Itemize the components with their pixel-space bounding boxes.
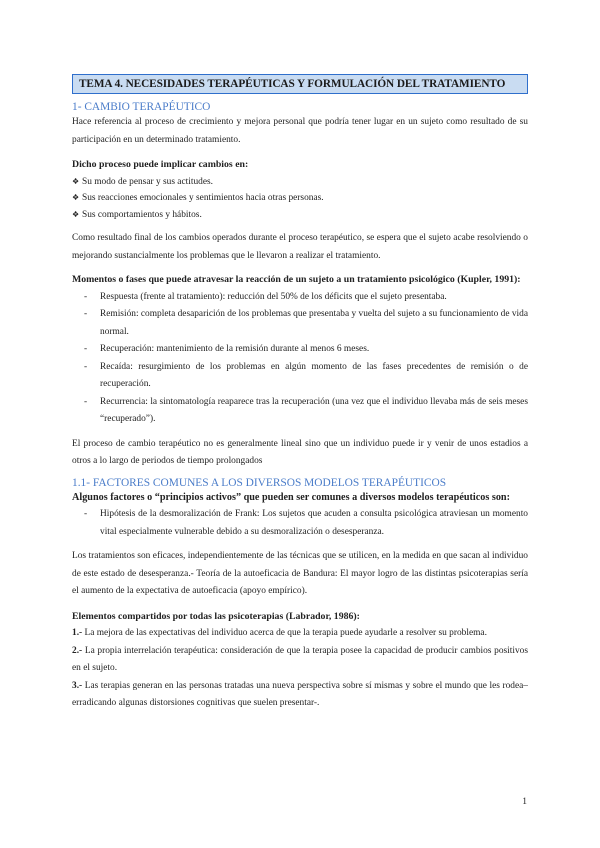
diamond-bullet-icon: ❖ [72,209,80,219]
list-item: 1.- La mejora de las expectativas del individuo acerca de que la terapia puede ayudarle a resolver su problema. [72,628,487,638]
list-item: ❖ Sus comportamientos y hábitos. [72,207,528,224]
factors-list [72,506,528,541]
phases-list [72,289,528,429]
list-item: 3.- Las terapias generan en las personas tratadas una nueva perspectiva sobre sí mismas y sobre el mundo que les rodea–erradicando algunas distorsiones cognitivas que suelen presentar-. [72,680,528,708]
nonlinear-paragraph: El proceso de cambio terapéutico no es generalmente lineal sino que un individuo puede ir y venir de unos estadios a otros a lo largo de periodos de tiempo prolongados [72,438,528,466]
page-content [72,74,528,713]
document-title: TEMA 4. NECESIDADES TERAPÉUTICAS Y FORMULACIÓN DEL TRATAMIENTO [72,74,528,94]
efficacy-paragraph: Los tratamientos son eficaces, independientemente de las técnicas que se utilicen, en la medida en que sacan al individuo de este estado de desesperanza.- Teoría de la autoeficacia de Bandura: El mayor logro de las distintas psicoterapias sería el aumento de la expectativa de autoeficacia (apoyo empírico). [72,551,528,596]
diamond-bullet-icon: ❖ [72,176,80,186]
list-item: 2.- La propia interrelación terapéutica: consideración de que la terapia posee la capacidad de producir cambios positivos en el sujeto. [72,645,528,673]
list-item: - Recaída: resurgimiento de los problemas en algún momento de las fases precedentes de remisión o de recuperación. [84,361,528,389]
list-item: - Hipótesis de la desmoralización de Frank: Los sujetos que acuden a consulta psicológica atraviesan un momento vital especialmente vulnerable debido a su desmoralización o desesperanza. [84,509,528,537]
section-heading-factores: 1.1- FACTORES COMUNES A LOS DIVERSOS MODELOS TERAPÉUTICOS [72,476,447,489]
phases-heading: Momentos o fases que puede atravesar la reacción de un sujeto a un tratamiento psicológico (Kupler, 1991): [72,274,521,285]
list-item: - Recuperación: mantenimiento de la remisión durante al menos 6 meses. [84,344,370,354]
diamond-bullet-icon: ❖ [72,193,80,202]
list-item: ❖ Su modo de pensar y sus actitudes. [72,174,528,191]
section-heading-cambio: 1- CAMBIO TERAPÉUTICO [72,101,211,113]
shared-heading: Elementos compartidos por todas las psicoterapias (Labrador, 1986): [72,610,360,622]
list-item: ❖ Sus reacciones emocionales y sentimientos hacia otras personas. [72,190,528,207]
list-item: - Recurrencia: la sintomatología reaparece tras la recuperación (una vez que el individuo llevaba más de seis meses “recuperado”). [84,396,528,424]
list-item: - Respuesta (frente al tratamiento): reducción del 50% de los déficits que el sujeto presentaba. [84,291,447,302]
page-number: 1 [522,797,527,807]
factors-heading: Algunos factores o “principios activos” que pueden ser comunes a diversos modelos terapéuticos son: [72,491,510,503]
list-item: - Remisión: completa desaparición de los problemas que presentaba y vuelta del sujeto a su funcionamiento de vida normal. [84,309,528,337]
intro-paragraph: Hace referencia al proceso de crecimiento y mejora personal que podría tener lugar en un sujeto como resultado de su participación en un determinado tratamiento. [72,117,528,145]
changes-heading: Dicho proceso puede implicar cambios en: [72,159,249,170]
result-paragraph: Como resultado final de los cambios operados durante el proceso terapéutico, se espera que el sujeto acabe resolviendo o mejorando sustancialmente los problemas que le llevaron a realizar el tratamiento. [72,233,528,261]
